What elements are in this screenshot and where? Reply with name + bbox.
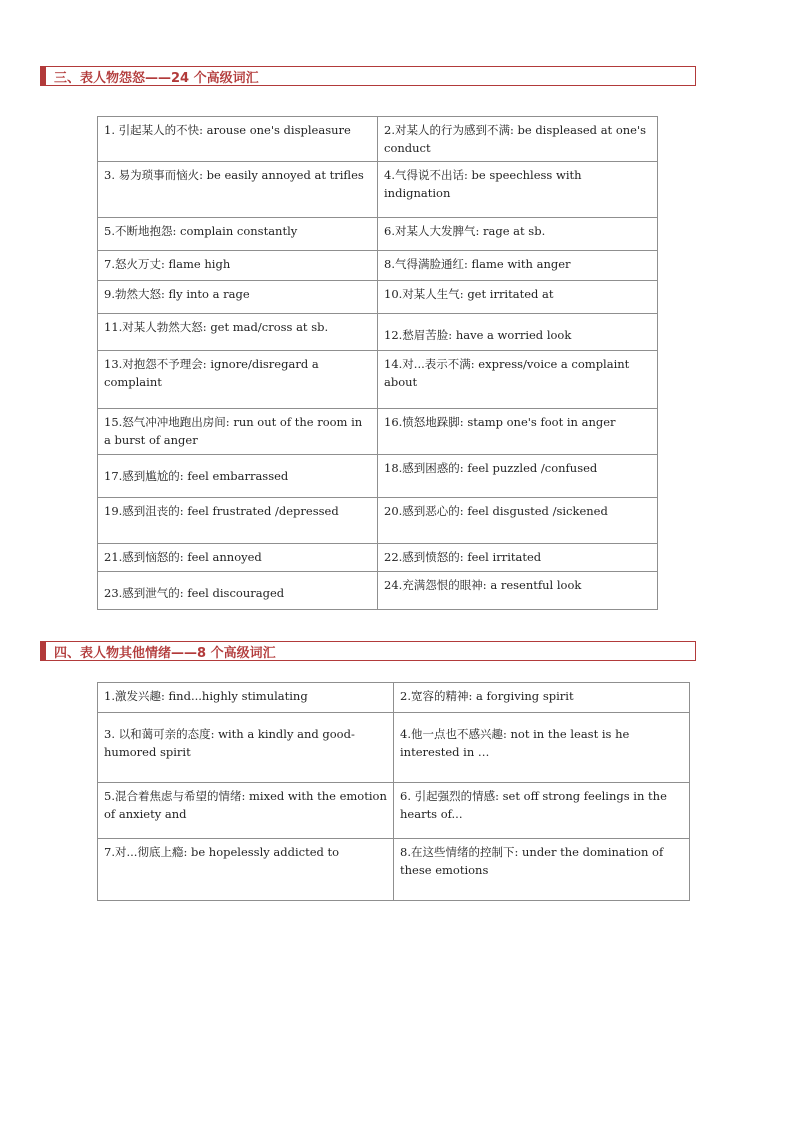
vocab-cell: 2.对某人的行为感到不满: be displeased at one's conduct bbox=[378, 117, 658, 162]
table-row bbox=[98, 839, 690, 901]
vocab-cell: 4.他一点也不感兴趣: not in the least is he interested in … bbox=[394, 713, 690, 783]
vocab-cell: 14.对...表示不满: express/voice a complaint about bbox=[378, 351, 658, 409]
vocab-cell: 4.气得说不出话: be speechless with indignation bbox=[378, 162, 658, 218]
vocab-cell: 17.感到尴尬的: feel embarrassed bbox=[98, 455, 378, 498]
vocab-table-anger bbox=[97, 116, 658, 610]
vocab-cell: 6.对某人大发脾气: rage at sb. bbox=[378, 218, 658, 251]
table-row bbox=[98, 351, 658, 409]
table-row bbox=[98, 455, 658, 498]
vocab-table-other-emotions bbox=[97, 682, 690, 901]
table-row bbox=[98, 572, 658, 610]
vocab-cell: 9.勃然大怒: fly into a rage bbox=[98, 281, 378, 314]
vocab-cell: 16.愤怒地跺脚: stamp one's foot in anger bbox=[378, 409, 658, 455]
vocab-cell: 7.怒火万丈: flame high bbox=[98, 251, 378, 281]
vocab-cell: 24.充满怨恨的眼神: a resentful look bbox=[378, 572, 658, 610]
table-row bbox=[98, 713, 690, 783]
vocab-cell: 8.在这些情绪的控制下: under the domination of these emotions bbox=[394, 839, 690, 901]
vocab-cell: 19.感到沮丧的: feel frustrated /depressed bbox=[98, 498, 378, 544]
vocab-cell: 3. 易为琐事而恼火: be easily annoyed at trifles bbox=[98, 162, 378, 218]
table-row bbox=[98, 314, 658, 351]
table-row bbox=[98, 783, 690, 839]
section-title: 三、表人物怨怒——24 个高级词汇 bbox=[54, 70, 259, 86]
vocab-cell: 13.对抱怨不予理会: ignore/disregard a complaint bbox=[98, 351, 378, 409]
vocab-cell: 22.感到愤怒的: feel irritated bbox=[378, 544, 658, 572]
table-row bbox=[98, 544, 658, 572]
vocab-cell: 21.感到恼怒的: feel annoyed bbox=[98, 544, 378, 572]
vocab-cell: 1. 引起某人的不快: arouse one's displeasure bbox=[98, 117, 378, 162]
vocab-cell: 1.激发兴趣: find...highly stimulating bbox=[98, 683, 394, 713]
section-header-anger bbox=[40, 66, 696, 86]
table-row bbox=[98, 498, 658, 544]
table-row bbox=[98, 683, 690, 713]
table-row bbox=[98, 281, 658, 314]
section-header-other-emotions bbox=[40, 641, 696, 661]
vocab-cell: 12.愁眉苦脸: have a worried look bbox=[378, 314, 658, 351]
vocab-cell: 3. 以和蔼可亲的态度: with a kindly and good-humored spirit bbox=[98, 713, 394, 783]
vocab-cell: 15.怒气冲冲地跑出房间: run out of the room in a burst of anger bbox=[98, 409, 378, 455]
vocab-cell: 20.感到恶心的: feel disgusted /sickened bbox=[378, 498, 658, 544]
vocab-cell: 2.宽容的精神: a forgiving spirit bbox=[394, 683, 690, 713]
table-row bbox=[98, 251, 658, 281]
vocab-cell: 10.对某人生气: get irritated at bbox=[378, 281, 658, 314]
vocab-cell: 6. 引起强烈的情感: set off strong feelings in the hearts of... bbox=[394, 783, 690, 839]
vocab-cell: 8.气得满脸通红: flame with anger bbox=[378, 251, 658, 281]
section-title: 四、表人物其他情绪——8 个高级词汇 bbox=[54, 645, 276, 661]
vocab-cell: 5.混合着焦虑与希望的情绪: mixed with the emotion of anxiety and bbox=[98, 783, 394, 839]
vocab-cell: 23.感到泄气的: feel discouraged bbox=[98, 572, 378, 610]
table-row bbox=[98, 218, 658, 251]
table-row bbox=[98, 409, 658, 455]
table-row bbox=[98, 117, 658, 162]
vocab-cell: 7.对...彻底上瘾: be hopelessly addicted to bbox=[98, 839, 394, 901]
vocab-cell: 18.感到困惑的: feel puzzled /confused bbox=[378, 455, 658, 498]
vocab-cell: 11.对某人勃然大怒: get mad/cross at sb. bbox=[98, 314, 378, 351]
table-row bbox=[98, 162, 658, 218]
vocab-cell: 5.不断地抱怨: complain constantly bbox=[98, 218, 378, 251]
